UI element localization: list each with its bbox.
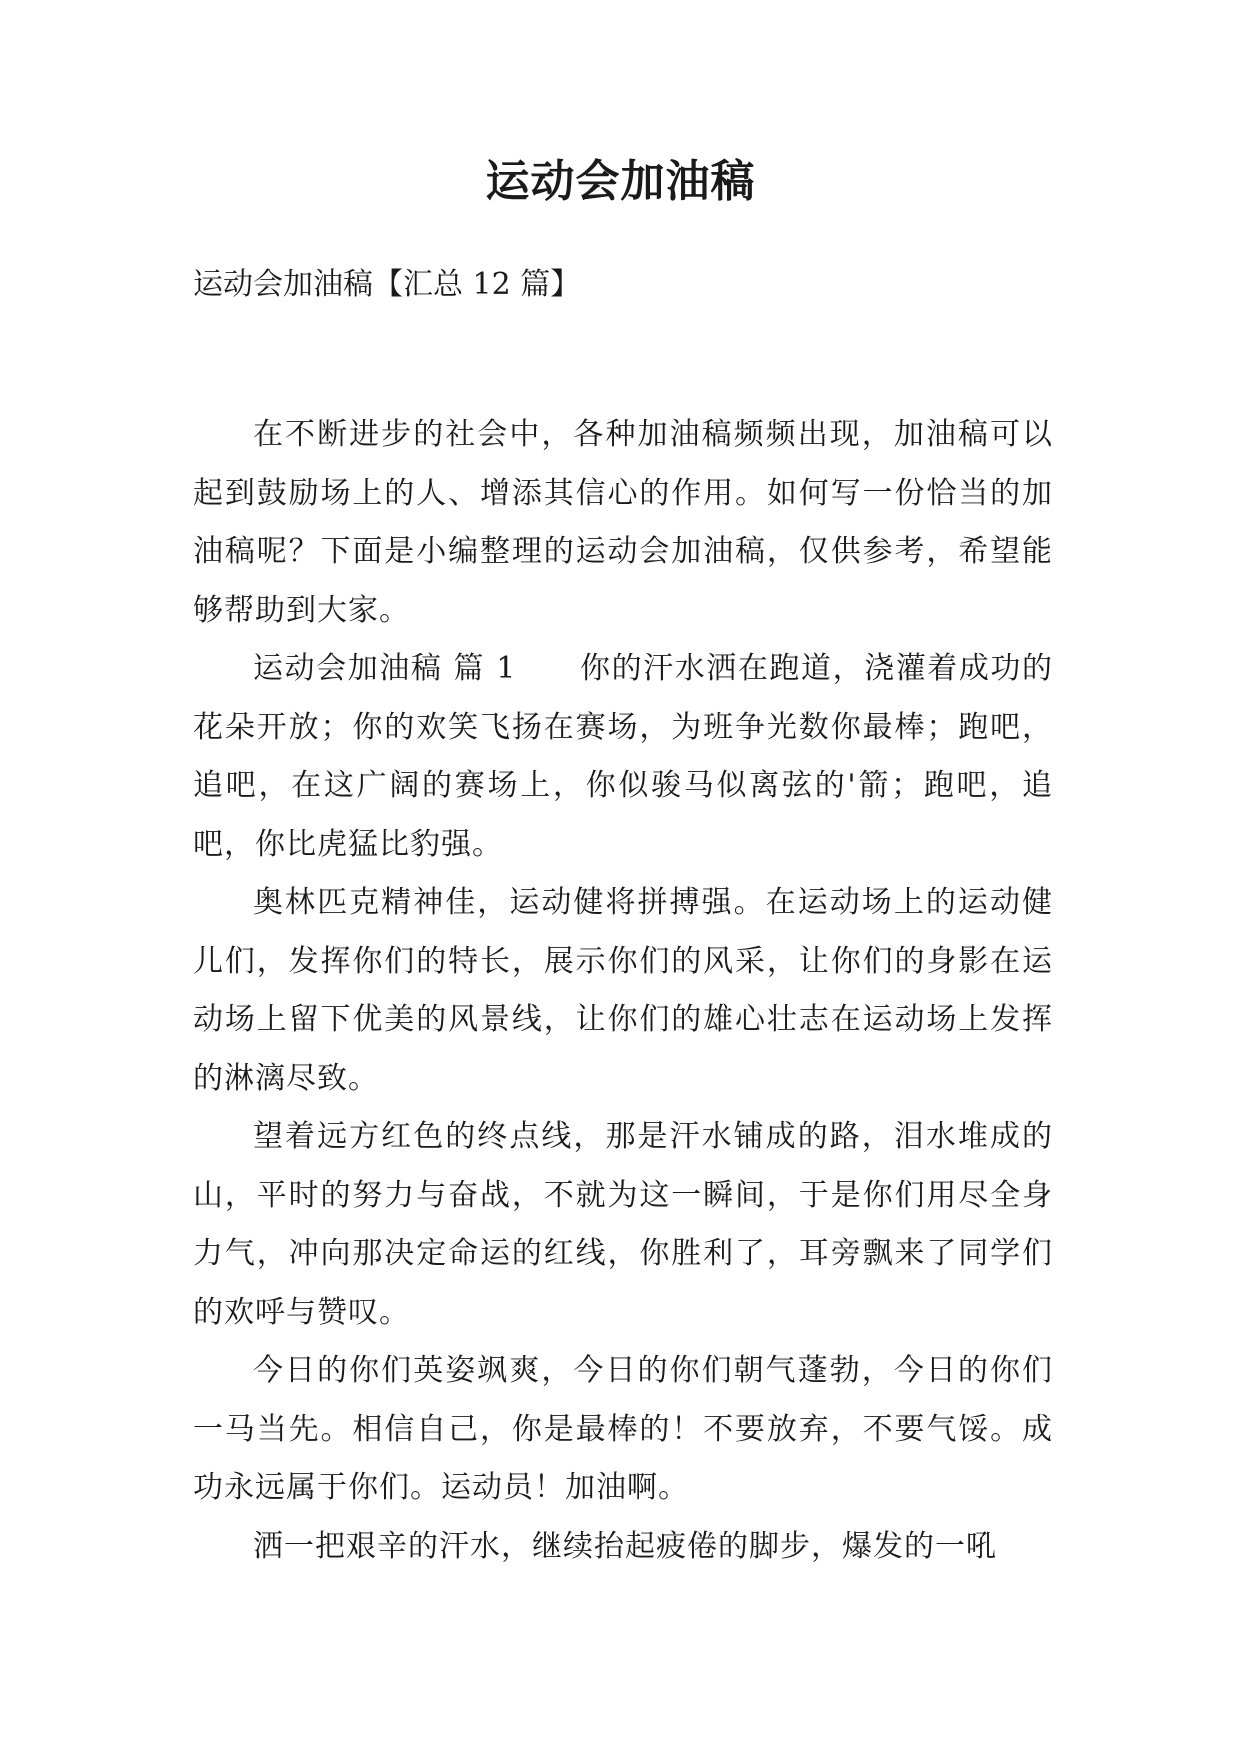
paragraph-4: 今日的你们英姿飒爽，今日的你们朝气蓬勃，今日的你们一马当先。相信自己，你是最棒的！不要放弃，不要气馁。成功永远属于你们。运动员！加油啊。 xyxy=(193,1353,1053,1505)
paragraph-intro: 在不断进步的社会中，各种加油稿频频出现，加油稿可以起到鼓励场上的人、增添其信心的作用。如何写一份恰当的加油稿呢？下面是小编整理的运动会加油稿，仅供参考，希望能够帮助到大家。 xyxy=(193,417,1053,628)
document-subtitle: 运动会加油稿【汇总 12 篇】 xyxy=(193,267,581,302)
document-title: 运动会加油稿 xyxy=(485,156,756,207)
paragraph-3: 望着远方红色的终点线，那是汗水铺成的路，泪水堆成的山，平时的努力与奋战，不就为这一瞬间，于是你们用尽全身力气，冲向那决定命运的红线，你胜利了，耳旁飘来了同学们的欢呼与赞叹。 xyxy=(193,1119,1053,1330)
paragraph-1: 运动会加油稿 篇 1 你的汗水洒在跑道，浇灌着成功的花朵开放；你的欢笑飞扬在赛场，为班争光数你最棒；跑吧，追吧，在这广阔的赛场上，你似骏马似离弦的'箭；跑吧，追吧，你比虎猛比豹强。 xyxy=(193,651,1053,862)
paragraph-2: 奥林匹克精神佳，运动健将拼搏强。在运动场上的运动健儿们，发挥你们的特长，展示你们的风采，让你们的身影在运动场上留下优美的风景线，让你们的雄心壮志在运动场上发挥的淋漓尽致。 xyxy=(193,885,1053,1096)
paragraph-5: 洒一把艰辛的汗水，继续抬起疲倦的脚步，爆发的一吼 xyxy=(253,1528,997,1564)
document-body xyxy=(193,406,1053,1576)
